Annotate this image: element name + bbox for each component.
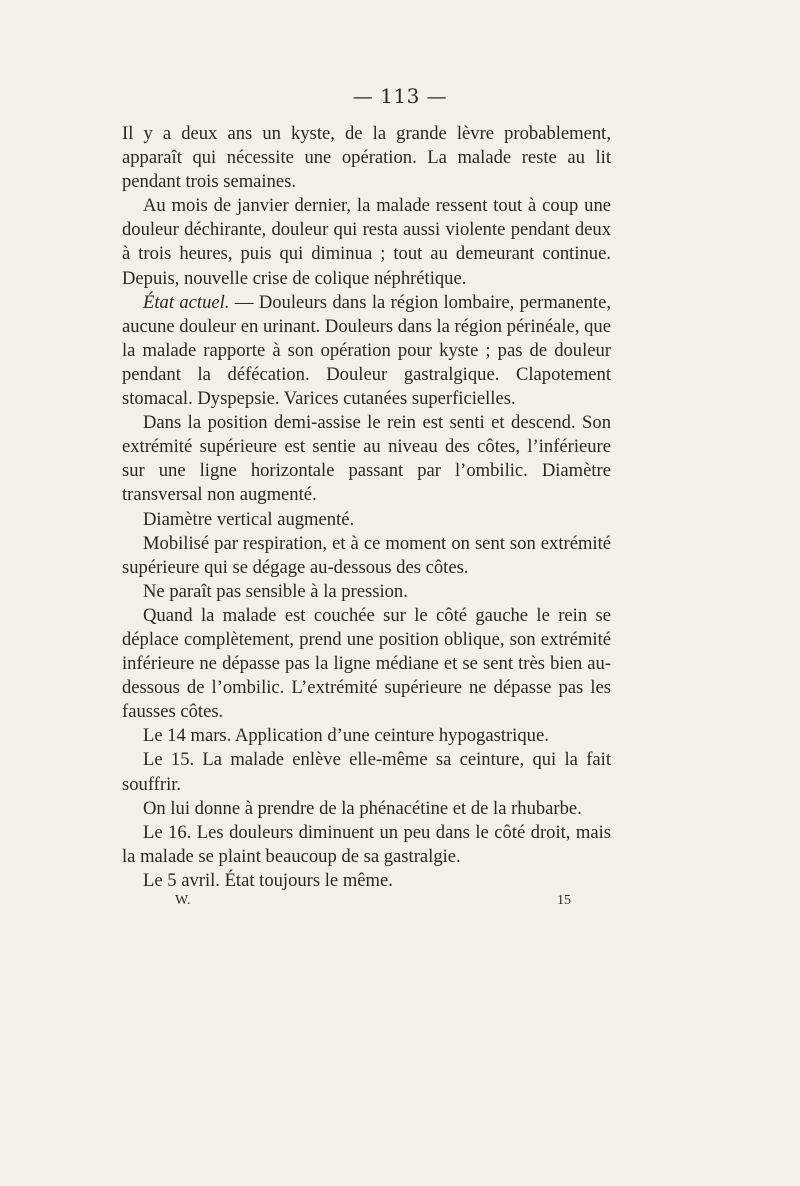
paragraph-position-demi-assise: Dans la position demi-assise le rein est senti et descend. Son extrémité supérieure est sentie au niveau des côtes, l’inférieure sur une ligne horizontale passant par l’ombilic. Diamètre transversal non augmenté. (122, 412, 611, 506)
paragraph-etat-actuel-text: — Douleurs dans la région lombaire, permanente, aucune douleur en urinant. Douleurs dans la région périnéale, que la malade rapporte à son opération pour kyste ; pas de douleur pendant la défécation. Douleur gastralgique. Clapotement stomacal. Dyspepsie. Varices cutanées superficielles. (122, 291, 611, 410)
paragraph-5-avril: Le 5 avril. État toujours le même. (143, 869, 393, 891)
paragraph-diametre-vertical: Diamètre vertical augmenté. (143, 508, 355, 530)
paragraph-mobilise: Mobilisé par respiration, et à ce moment on sent son extrémité supérieure qui se dégage au-dessous des côtes. (122, 532, 611, 578)
paragraph-etat-actuel (122, 291, 611, 411)
paragraph-kyste: Il y a deux ans un kyste, de la grande lèvre probablement, apparaît qui nécessite une opération. La malade reste au lit pendant trois semaines. (122, 123, 611, 193)
paragraph-16: Le 16. Les douleurs diminuent un peu dans le côté droit, mais la malade se plaint beaucoup de sa gastralgie. (122, 821, 611, 867)
signature-mark: W. (175, 893, 191, 908)
page-number: — 113 — (352, 84, 448, 108)
paragraph-pression: Ne paraît pas sensible à la pression. (143, 580, 408, 602)
paragraph-phenacetine: On lui donne à prendre de la phénacétine et de la rhubarbe. (143, 797, 582, 819)
paragraph-15: Le 15. La malade enlève elle-même sa ceinture, qui la fait souffrir. (122, 749, 611, 795)
section-label-etat-actuel: État actuel. (143, 291, 230, 313)
paragraph-couchee: Quand la malade est couchée sur le côté gauche le rein se déplace complètement, prend une position oblique, son extrémité inférieure ne dépasse pas la ligne médiane et se sent très bien au-dessous de l’ombilic. L’extrémité supérieure ne dépasse pas les fausses côtes. (122, 604, 611, 723)
paragraph-janvier: Au mois de janvier dernier, la malade ressent tout à coup une douleur déchirante, douleur qui resta aussi violente pendant deux à trois heures, puis qui diminua ; tout au demeurant continue. Depuis, nouvelle crise de colique néphrétique. (122, 195, 611, 289)
paragraph-14-mars: Le 14 mars. Application d’une ceinture hypogastrique. (143, 725, 549, 747)
body-text (122, 122, 611, 893)
signature-number: 15 (557, 893, 571, 908)
